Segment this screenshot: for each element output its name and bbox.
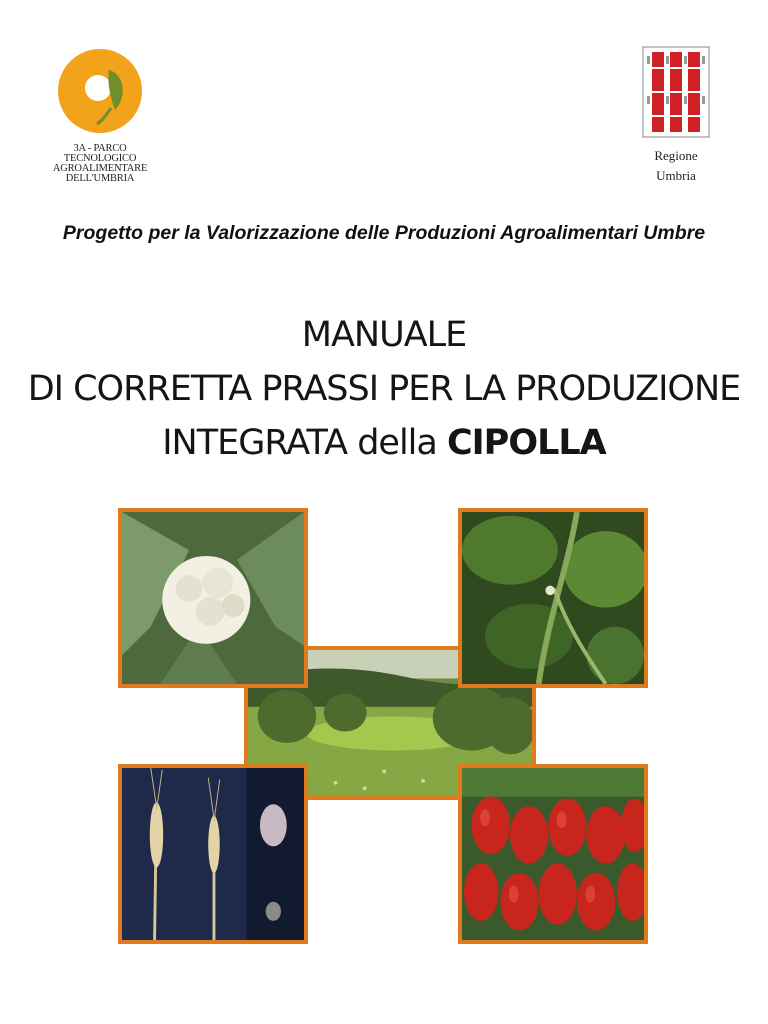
parco-logo-text	[40, 144, 160, 184]
parco-tecnologico-logo	[40, 48, 160, 184]
document-title	[0, 308, 768, 470]
regione-umbria-logo	[636, 46, 716, 186]
bean-plant-photo	[458, 508, 648, 688]
title-line-1: MANUALE	[301, 315, 467, 355]
parco-logo-line-1: 3A - PARCO	[73, 143, 127, 154]
wheat-ears-photo	[118, 764, 308, 944]
regione-logo-line-2: Umbria	[656, 168, 696, 183]
title-line-2: DI CORRETTA PRASSI PER LA PRODUZIONE	[27, 369, 741, 409]
regione-logo-line-1: Regione	[654, 148, 698, 163]
parco-logo-line-2: TECNOLOGICO	[63, 153, 137, 164]
title-line-3-part-2: CIPOLLA	[446, 423, 606, 463]
project-subtitle: Progetto per la Valorizzazione delle Produzioni Agroalimentari Umbre	[62, 222, 706, 244]
parco-logo-line-3: AGROALIMENTARE	[52, 163, 148, 174]
regione-logo-text	[636, 146, 716, 186]
parco-logo-line-4: DELL'UMBRIA	[65, 173, 135, 184]
title-line-3	[0, 416, 768, 470]
tomatoes-photo	[458, 764, 648, 944]
orange-circle-leaf-icon	[57, 48, 143, 134]
regione-umbria-emblem-icon	[642, 46, 710, 138]
cauliflower-photo	[118, 508, 308, 688]
title-line-3-part-1: INTEGRATA della	[162, 423, 447, 463]
